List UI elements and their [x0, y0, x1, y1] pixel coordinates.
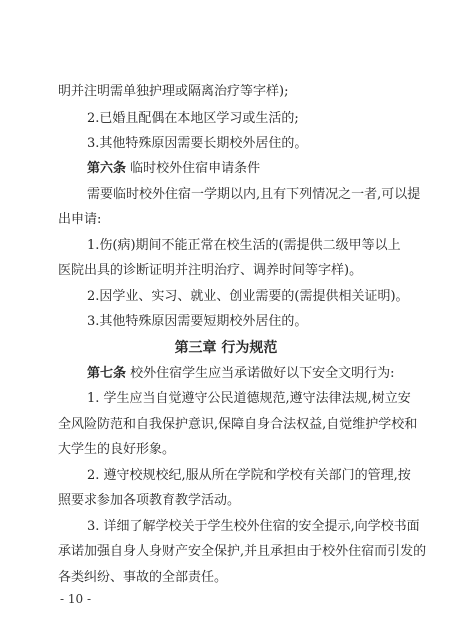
list-item: 2. 遵守校规校纪,服从所在学院和学校有关部门的管理,按	[87, 468, 411, 483]
paragraph-line: 照要求参加各项教育教学活动。	[58, 493, 241, 508]
article-number: 第六条	[87, 161, 127, 176]
article-number: 第七条	[87, 366, 127, 381]
paragraph-line: 全风险防范和自我保护意识,保障自身合法权益,自觉维护学校和	[58, 417, 418, 432]
page-number: - 10 -	[60, 592, 92, 606]
list-item: 3. 详细了解学校关于学生校外住宿的安全提示,向学校书面	[87, 519, 420, 534]
article-7-heading	[0, 366, 452, 382]
paragraph-line: 承诺加强自身人身财产安全保护,并且承担由于校外住宿而引发的	[58, 544, 427, 559]
list-item: 2.因学业、实习、就业、创业需要的(需提供相关证明)。	[87, 289, 409, 304]
paragraph-line: 各类纠纷、事故的全部责任。	[58, 570, 228, 585]
paragraph-line: 明并注明需单独护理或隔离治疗等字样);	[58, 84, 289, 99]
list-item: 1.伤(病)期间不能正常在校生活的(需提供二级甲等以上	[87, 238, 401, 253]
article-title: 临时校外住宿申请条件	[130, 161, 261, 176]
paragraph-line: 大学生的良好形象。	[58, 442, 176, 457]
article-text: 校外住宿学生应当承诺做好以下安全文明行为:	[130, 366, 395, 381]
list-item: 3.其他特殊原因需要短期校外居住的。	[87, 314, 308, 329]
article-6-heading	[0, 161, 452, 177]
paragraph-line: 出申请:	[58, 212, 102, 227]
paragraph-line: 医院出具的诊断证明并注明治疗、调养时间等字样)。	[58, 263, 363, 278]
list-item: 3.其他特殊原因需要长期校外居住的。	[87, 136, 308, 151]
chapter-heading: 第三章 行为规范	[174, 340, 278, 356]
list-item: 2.已婚且配偶在本地区学习或生活的;	[87, 111, 299, 126]
list-item: 1. 学生应当自觉遵守公民道德规范,遵守法律法规,树立安	[87, 391, 411, 406]
paragraph-line: 需要临时校外住宿一学期以内,且有下列情况之一者,可以提	[87, 187, 421, 202]
